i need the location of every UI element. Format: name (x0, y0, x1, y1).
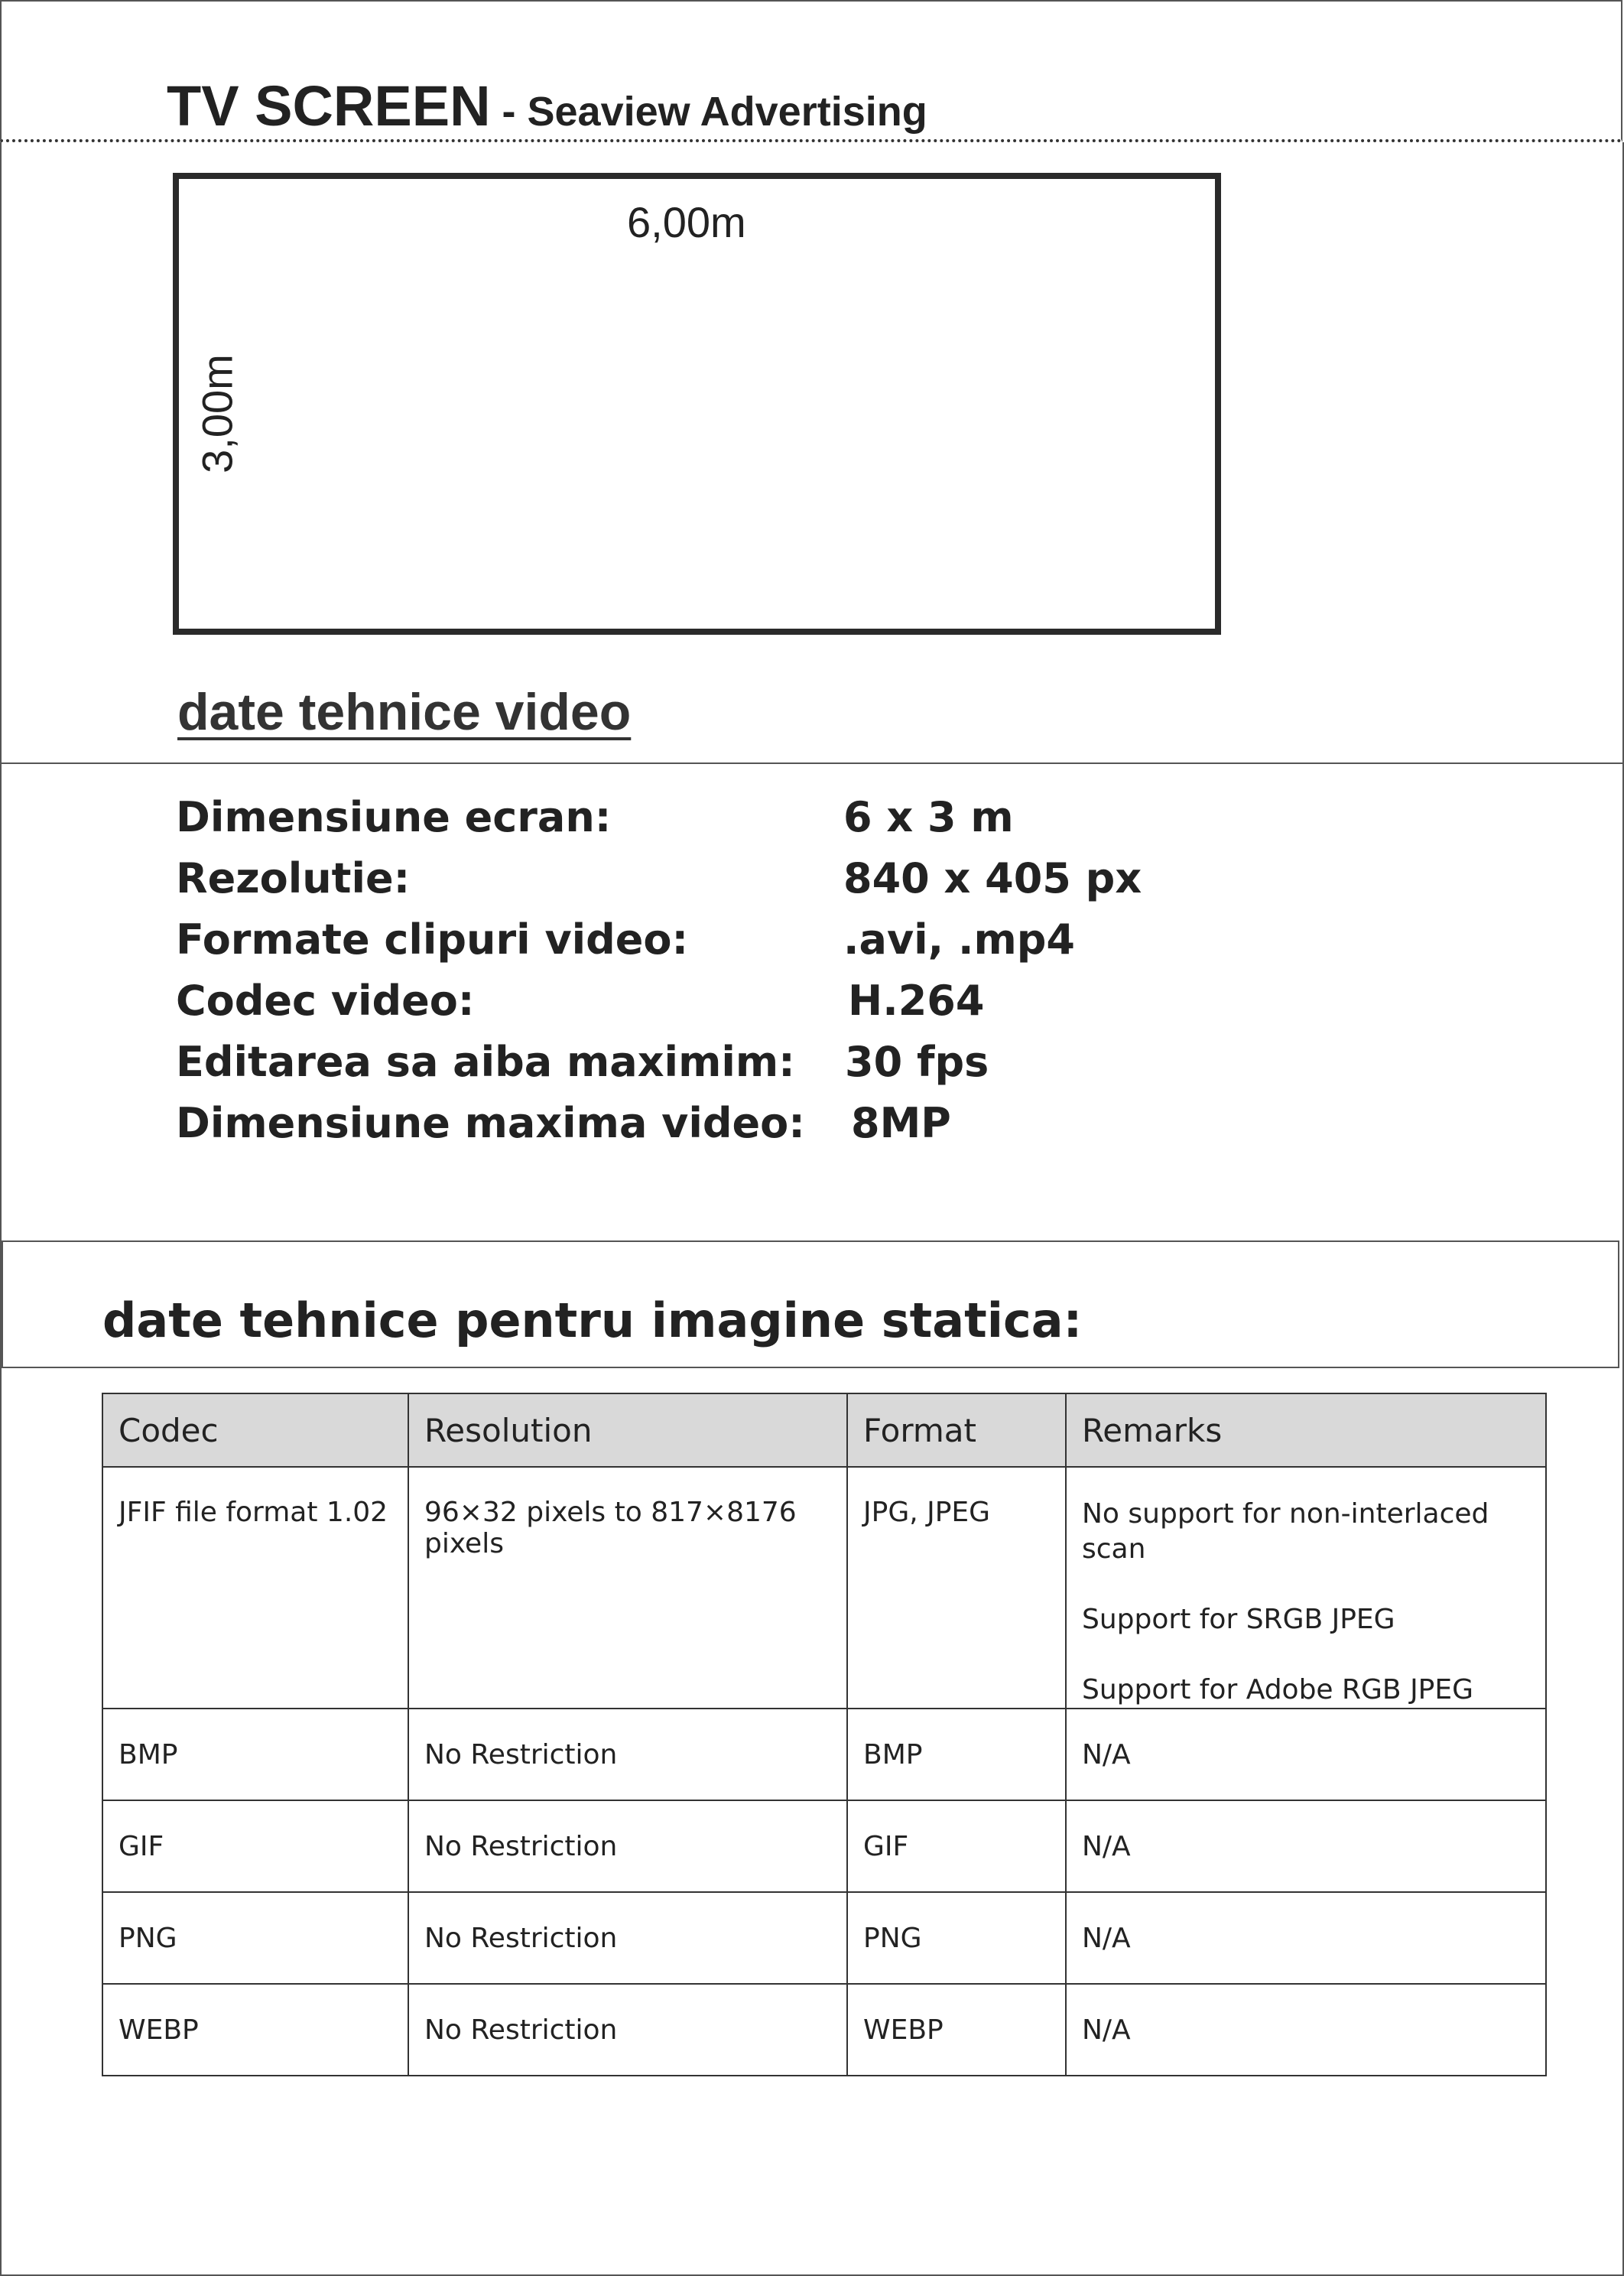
spec-label: Editarea sa aiba maximim: (176, 1038, 795, 1086)
cell-remarks: N/A (1066, 1800, 1546, 1892)
cell-remarks: N/A (1066, 1984, 1546, 2076)
cell-remarks: N/A (1066, 1709, 1546, 1800)
spec-value: .avi, .mp4 (843, 915, 1075, 964)
cell-codec: BMP (102, 1709, 408, 1800)
spec-value: 30 fps (845, 1038, 989, 1086)
column-header-resolution: Resolution (408, 1393, 847, 1467)
spec-value: H.264 (848, 977, 985, 1025)
video-specs-heading: date tehnice video (177, 683, 632, 741)
spec-value: 8MP (851, 1099, 951, 1147)
table-row (102, 1800, 1546, 1892)
spec-label: Formate clipuri video: (176, 915, 689, 964)
cell-codec: WEBP (102, 1984, 408, 2076)
table-row (102, 1892, 1546, 1984)
page-title-sub: - Seaview Advertising (490, 89, 927, 135)
column-header-remarks: Remarks (1066, 1393, 1546, 1467)
cell-format: PNG (847, 1892, 1066, 1984)
cell-format: GIF (847, 1800, 1066, 1892)
column-header-format: Format (847, 1393, 1066, 1467)
cell-format: JPG, JPEG (847, 1467, 1066, 1709)
remark-line: Support for SRGB JPEG (1082, 1604, 1395, 1635)
spec-label: Codec video: (176, 977, 475, 1025)
page-title (167, 73, 927, 138)
table-row (102, 1709, 1546, 1800)
column-header-codec: Codec (102, 1393, 408, 1467)
spec-label: Dimensiune maxima video: (176, 1099, 805, 1147)
cell-resolution: No Restriction (408, 1709, 847, 1800)
image-format-table (102, 1393, 1547, 2076)
cell-codec: GIF (102, 1800, 408, 1892)
spec-label: Dimensiune ecran: (176, 793, 612, 841)
static-image-specs-heading: date tehnice pentru imagine statica: (102, 1292, 1083, 1348)
page-title-main: TV SCREEN (167, 74, 491, 138)
table-row (102, 1467, 1546, 1709)
cell-codec: JFIF file format 1.02 (102, 1467, 408, 1709)
table-header-row (102, 1393, 1546, 1467)
cell-remarks (1066, 1467, 1546, 1709)
cell-resolution: 96×32 pixels to 817×8176 pixels (408, 1467, 847, 1709)
screen-width-label: 6,00m (627, 198, 746, 246)
spec-label: Rezolutie: (176, 854, 411, 902)
cell-remarks: N/A (1066, 1892, 1546, 1984)
table-row (102, 1984, 1546, 2076)
cell-format: BMP (847, 1709, 1066, 1800)
spec-value: 840 x 405 px (843, 854, 1142, 902)
remark-line: Support for Adobe RGB JPEG (1082, 1674, 1474, 1705)
cell-codec: PNG (102, 1892, 408, 1984)
remark-line: No support for non-interlaced scan (1082, 1498, 1489, 1565)
spec-value: 6 x 3 m (843, 793, 1014, 841)
cell-format: WEBP (847, 1984, 1066, 2076)
cell-resolution: No Restriction (408, 1984, 847, 2076)
cell-resolution: No Restriction (408, 1800, 847, 1892)
screen-height-label: 3,00m (193, 354, 242, 473)
cell-resolution: No Restriction (408, 1892, 847, 1984)
